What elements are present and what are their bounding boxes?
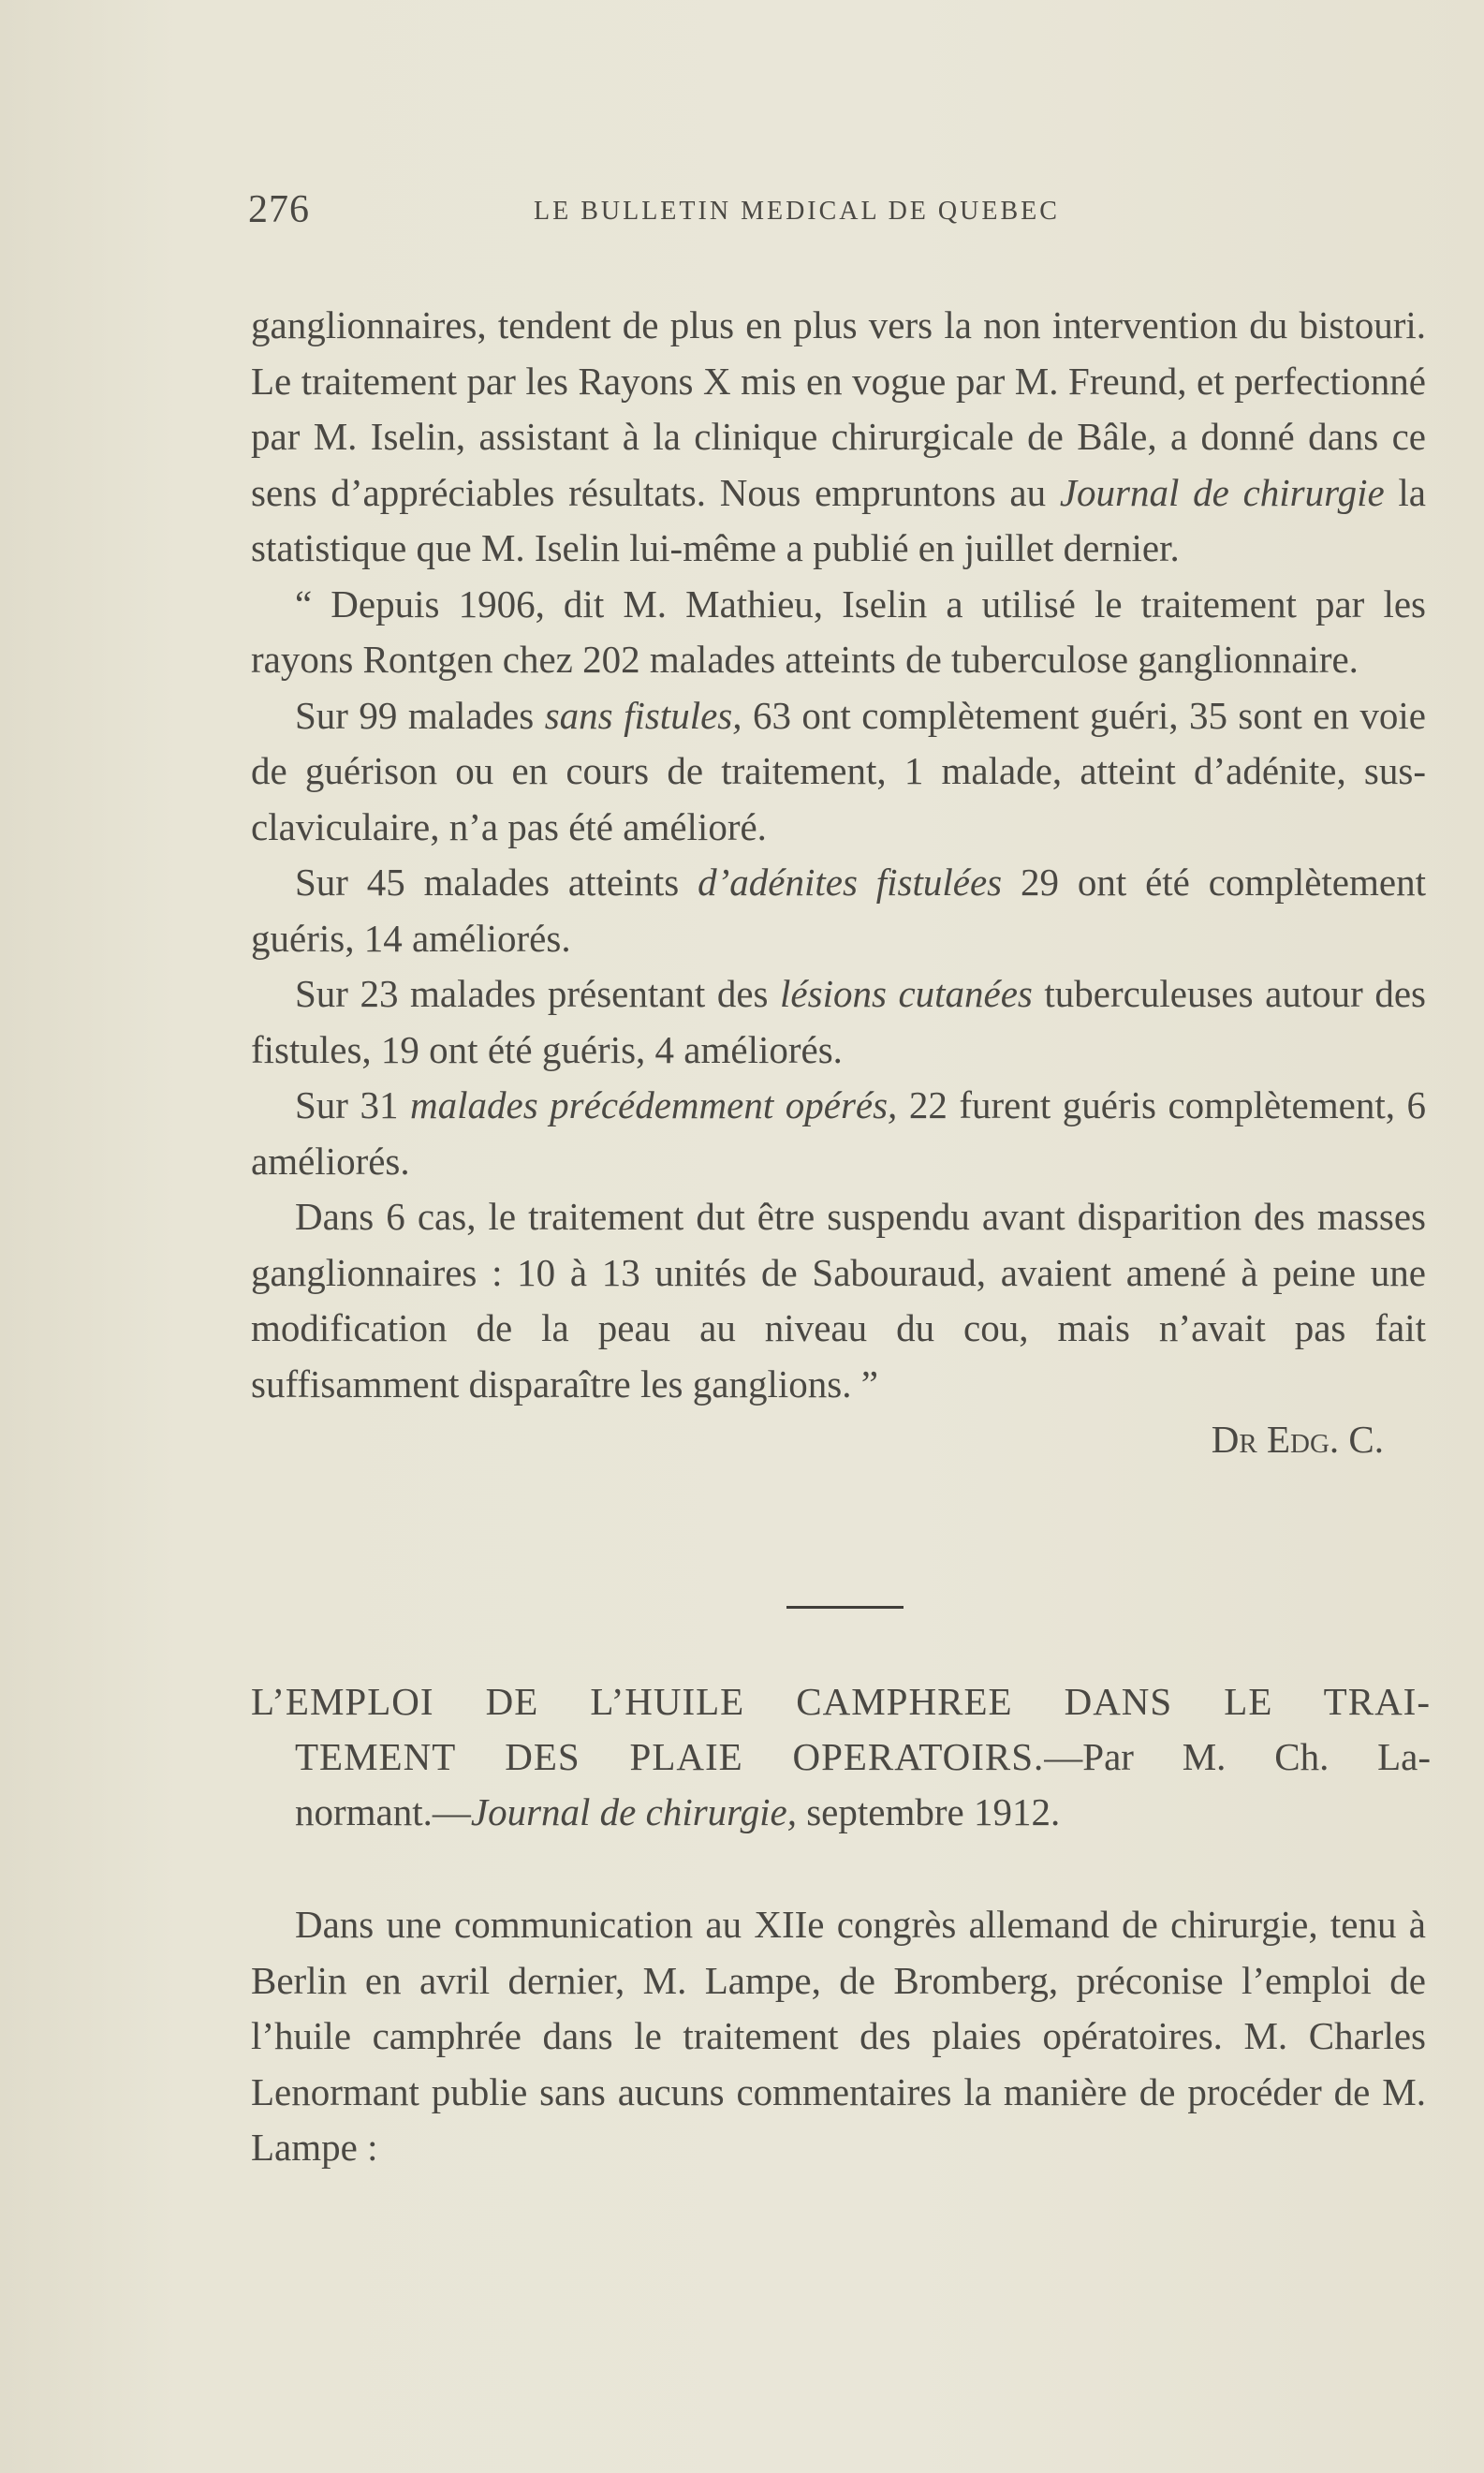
article-title <box>251 1674 1431 1840</box>
statistics-section <box>251 298 1426 1468</box>
paragraph-intro: ganglionnaires, tendent de plus en plus vers la non intervention du bistouri. Le traitement par les Rayons X mis en vogue par M. Freund, et perfectionné par M. Iselin, assistant à la clinique chirurgicale de Bâle, a donné dans ce sens d’appréciables résultats. Nous empruntons au Journal de chirurgie la statistique que M. Iselin lui-même a publié en juillet dernier. <box>251 303 1427 569</box>
running-title: LE BULLETIN MEDICAL DE QUEBEC <box>534 197 1060 226</box>
paragraph-quote-end: Dans 6 cas, le traitement dut être suspendu avant disparition des masses ganglionnaires : 10 à 13 unités de Sabouraud, avaient amené à peine une modification de la peau au niveau du cou, mais n’avait pas fait suffisamment disparaître les ganglions. ” <box>251 1195 1426 1406</box>
paragraph-stat-1: Sur 99 malades sans fistules, 63 ont complètement guéri, 35 sont en voie de guérison ou en cours de traitement, 1 malade, atteint d’adénite, sus-claviculaire, n’a pas été amélioré. <box>251 693 1426 848</box>
title-line-1: L’EMPLOI DE L’HUILE CAMPHREE DANS LE TRAI- <box>251 1680 1431 1723</box>
title-line-2: TEMENT DES PLAIE OPERATOIRS.—Par M. Ch. La- <box>295 1735 1431 1778</box>
title-line-3: normant.—Journal de chirurgie, septembre 1912. <box>295 1790 1061 1833</box>
paragraph-stat-2: Sur 45 malades atteints d’adénites fistulées 29 ont été complètement guéris, 14 améliorés. <box>251 861 1426 960</box>
paragraph-stat-4: Sur 31 malades précédemment opérés, 22 furent guéris complètement, 6 améliorés. <box>251 1083 1426 1183</box>
page-number: 276 <box>248 188 310 231</box>
paragraph-article: Dans une communication au XIIe congrès allemand de chirurgie, tenu à Berlin en avril dernier, M. Lampe, de Bromberg, préconise l’emploi de l’huile camphrée dans le traitement des plaies opératoires. M. Charles Lenormant publie sans aucuns commentaires la manière de procéder de M. Lampe : <box>251 1903 1426 2169</box>
page-header <box>248 187 1428 243</box>
article-body <box>251 1897 1426 2176</box>
author-signature: Dr Edg. C. <box>1211 1418 1384 1461</box>
journal-title: Journal de chirurgie, <box>470 1790 797 1833</box>
section-divider <box>786 1606 904 1609</box>
paragraph-stat-3: Sur 23 malades présentant des lésions cutanées tuberculeuses autour des fistules, 19 ont été guéris, 4 améliorés. <box>251 972 1426 1071</box>
paragraph-quote-start: “ Depuis 1906, dit M. Mathieu, Iselin a utilisé le traitement par les rayons Rontgen chez 202 malades atteints de tuberculose ganglionnaire. <box>251 581 1426 681</box>
journal-title: Journal de chirurgie <box>1059 470 1385 514</box>
